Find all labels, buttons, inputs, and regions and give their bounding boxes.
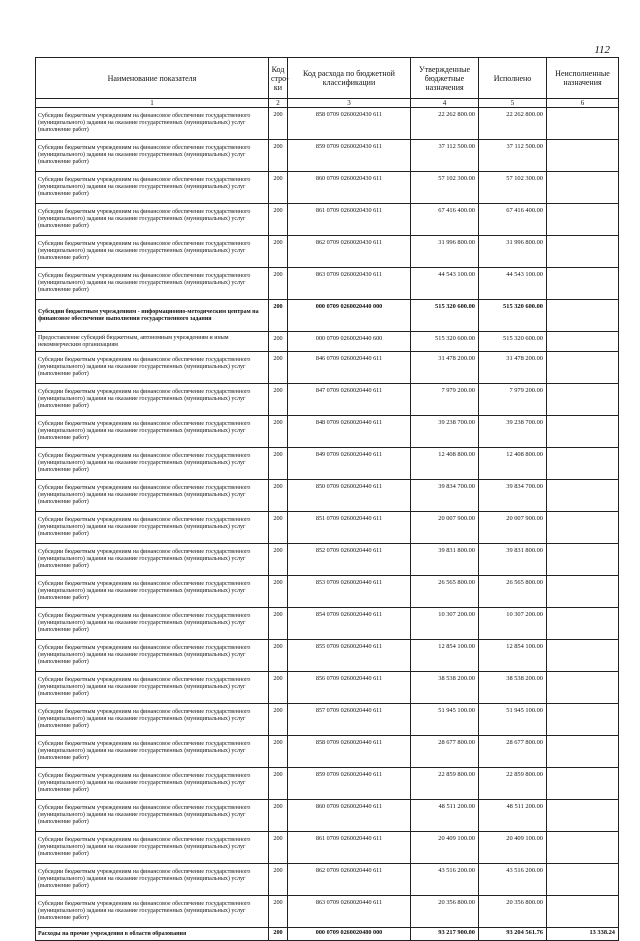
unexecuted-amount-cell [547,448,619,480]
line-code-cell: 200 [269,544,288,576]
indicator-name-cell: Субсидии бюджетным учреждениям на финансовое обеспечение государственного (муниципального) задания на оказание государственных (муниципальных) услуг (выполнение работ) [36,768,269,800]
budget-classification-cell: 854 0709 0260020440 611 [288,608,411,640]
executed-amount-cell: 39 238 700.00 [479,416,547,448]
executed-amount-cell: 57 102 300.00 [479,172,547,204]
table-row [36,608,619,640]
unexecuted-amount-cell [547,416,619,448]
unexecuted-amount-cell [547,768,619,800]
budget-classification-cell: 855 0709 0260020440 611 [288,640,411,672]
executed-amount-cell: 31 478 200.00 [479,352,547,384]
unexecuted-amount-cell [547,896,619,928]
unexecuted-amount-cell [547,736,619,768]
column-number: 5 [479,99,547,108]
unexecuted-amount-cell [547,300,619,332]
table-row [36,800,619,832]
line-code-cell: 200 [269,704,288,736]
budget-classification-cell: 861 0709 0260020430 611 [288,204,411,236]
executed-amount-cell: 28 677 800.00 [479,736,547,768]
executed-amount-cell: 67 416 400.00 [479,204,547,236]
executed-amount-cell: 31 996 800.00 [479,236,547,268]
executed-amount-cell: 43 516 200.00 [479,864,547,896]
indicator-name-cell: Предоставление субсидий бюджетным, автономным учреждениям и иным некоммерческим организациям [36,332,269,352]
line-code-cell: 200 [269,896,288,928]
executed-amount-cell: 26 565 800.00 [479,576,547,608]
unexecuted-amount-cell [547,480,619,512]
header-executed: Исполнено [479,58,547,99]
indicator-name-cell: Субсидии бюджетным учреждениям на финансовое обеспечение государственного (муниципального) задания на оказание государственных (муниципальных) услуг (выполнение работ) [36,800,269,832]
approved-amount-cell: 43 516 200.00 [411,864,479,896]
budget-classification-cell: 853 0709 0260020440 611 [288,576,411,608]
line-code-cell: 200 [269,928,288,941]
header-unexecuted: Неисполненные назначения [547,58,619,99]
line-code-cell: 200 [269,640,288,672]
table-row [36,832,619,864]
indicator-name-cell: Субсидии бюджетным учреждениям на финансовое обеспечение государственного (муниципального) задания на оказание государственных (муниципальных) услуг (выполнение работ) [36,672,269,704]
indicator-name-cell: Субсидии бюджетным учреждениям - информационно-методическим центрам на финансовое обеспечение выполнения государственного задания [36,300,269,332]
budget-classification-cell: 000 0709 0260020480 000 [288,928,411,941]
executed-amount-cell: 20 356 800.00 [479,896,547,928]
executed-amount-cell: 38 538 200.00 [479,672,547,704]
unexecuted-amount-cell [547,672,619,704]
line-code-cell: 200 [269,300,288,332]
approved-amount-cell: 39 238 700.00 [411,416,479,448]
table-row [36,768,619,800]
budget-classification-cell: 860 0709 0260020440 611 [288,800,411,832]
indicator-name-cell: Субсидии бюджетным учреждениям на финансовое обеспечение государственного (муниципального) задания на оказание государственных (муниципальных) услуг (выполнение работ) [36,416,269,448]
indicator-name-cell: Субсидии бюджетным учреждениям на финансовое обеспечение государственного (муниципального) задания на оказание государственных (муниципальных) услуг (выполнение работ) [36,512,269,544]
line-code-cell: 200 [269,416,288,448]
unexecuted-amount-cell [547,172,619,204]
indicator-name-cell: Субсидии бюджетным учреждениям на финансовое обеспечение государственного (муниципального) задания на оказание государственных (муниципальных) услуг (выполнение работ) [36,448,269,480]
table-row [36,640,619,672]
budget-classification-cell: 851 0709 0260020440 611 [288,512,411,544]
table-row [36,140,619,172]
header-approved: Утвержденные бюджетные назначения [411,58,479,99]
indicator-name-cell: Субсидии бюджетным учреждениям на финансовое обеспечение государственного (муниципального) задания на оказание государственных (муниципальных) услуг (выполнение работ) [36,172,269,204]
approved-amount-cell: 57 102 300.00 [411,172,479,204]
table-row [36,416,619,448]
approved-amount-cell: 22 859 800.00 [411,768,479,800]
line-code-cell: 200 [269,236,288,268]
executed-amount-cell: 93 204 561.76 [479,928,547,941]
indicator-name-cell: Субсидии бюджетным учреждениям на финансовое обеспечение государственного (муниципального) задания на оказание государственных (муниципальных) услуг (выполнение работ) [36,352,269,384]
approved-amount-cell: 39 831 800.00 [411,544,479,576]
unexecuted-amount-cell [547,512,619,544]
unexecuted-amount-cell [547,800,619,832]
executed-amount-cell: 515 320 600.00 [479,300,547,332]
budget-classification-cell: 856 0709 0260020440 611 [288,672,411,704]
column-number-row [36,99,619,108]
indicator-name-cell: Субсидии бюджетным учреждениям на финансовое обеспечение государственного (муниципального) задания на оказание государственных (муниципальных) услуг (выполнение работ) [36,268,269,300]
line-code-cell: 200 [269,352,288,384]
budget-classification-cell: 852 0709 0260020440 611 [288,544,411,576]
approved-amount-cell: 20 409 100.00 [411,832,479,864]
column-number: 1 [36,99,269,108]
unexecuted-amount-cell [547,704,619,736]
approved-amount-cell: 26 565 800.00 [411,576,479,608]
approved-amount-cell: 515 320 600.00 [411,300,479,332]
unexecuted-amount-cell [547,832,619,864]
approved-amount-cell: 93 217 900.00 [411,928,479,941]
executed-amount-cell: 10 307 200.00 [479,608,547,640]
executed-amount-cell: 39 834 700.00 [479,480,547,512]
line-code-cell: 200 [269,448,288,480]
indicator-name-cell: Субсидии бюджетным учреждениям на финансовое обеспечение государственного (муниципального) задания на оказание государственных (муниципальных) услуг (выполнение работ) [36,736,269,768]
budget-classification-cell: 863 0709 0260020430 611 [288,268,411,300]
indicator-name-cell: Субсидии бюджетным учреждениям на финансовое обеспечение государственного (муниципального) задания на оказание государственных (муниципальных) услуг (выполнение работ) [36,236,269,268]
approved-amount-cell: 48 511 200.00 [411,800,479,832]
budget-classification-cell: 859 0709 0260020440 611 [288,768,411,800]
budget-classification-cell: 849 0709 0260020440 611 [288,448,411,480]
line-code-cell: 200 [269,268,288,300]
line-code-cell: 200 [269,140,288,172]
indicator-name-cell: Субсидии бюджетным учреждениям на финансовое обеспечение государственного (муниципального) задания на оказание государственных (муниципальных) услуг (выполнение работ) [36,640,269,672]
approved-amount-cell: 515 320 600.00 [411,332,479,352]
budget-classification-cell: 863 0709 0260020440 611 [288,896,411,928]
unexecuted-amount-cell [547,384,619,416]
table-row [36,704,619,736]
table-row [36,480,619,512]
unexecuted-amount-cell [547,204,619,236]
budget-classification-cell: 846 0709 0260020440 611 [288,352,411,384]
budget-classification-cell: 862 0709 0260020430 611 [288,236,411,268]
table-row [36,448,619,480]
unexecuted-amount-cell [547,352,619,384]
approved-amount-cell: 22 262 800.00 [411,108,479,140]
indicator-name-cell: Субсидии бюджетным учреждениям на финансовое обеспечение государственного (муниципального) задания на оказание государственных (муниципальных) услуг (выполнение работ) [36,704,269,736]
line-code-cell: 200 [269,108,288,140]
line-code-cell: 200 [269,736,288,768]
table-row [36,172,619,204]
indicator-name-cell: Расходы на прочие учреждения в области образования [36,928,269,941]
unexecuted-amount-cell [547,576,619,608]
line-code-cell: 200 [269,864,288,896]
unexecuted-amount-cell [547,236,619,268]
budget-classification-cell: 000 0709 0260020440 600 [288,332,411,352]
unexecuted-amount-cell [547,544,619,576]
table-row [36,736,619,768]
table-row [36,332,619,352]
budget-execution-table [35,57,619,941]
budget-classification-cell: 847 0709 0260020440 611 [288,384,411,416]
budget-classification-cell: 857 0709 0260020440 611 [288,704,411,736]
unexecuted-amount-cell [547,608,619,640]
unexecuted-amount-cell [547,332,619,352]
line-code-cell: 200 [269,768,288,800]
table-row [36,268,619,300]
budget-classification-cell: 861 0709 0260020440 611 [288,832,411,864]
unexecuted-amount-cell [547,108,619,140]
executed-amount-cell: 20 007 900.00 [479,512,547,544]
approved-amount-cell: 20 007 900.00 [411,512,479,544]
table-row [36,544,619,576]
unexecuted-amount-cell [547,268,619,300]
indicator-name-cell: Субсидии бюджетным учреждениям на финансовое обеспечение государственного (муниципального) задания на оказание государственных (муниципальных) услуг (выполнение работ) [36,544,269,576]
table-row [36,204,619,236]
table-row [36,896,619,928]
approved-amount-cell: 44 543 100.00 [411,268,479,300]
approved-amount-cell: 37 112 500.00 [411,140,479,172]
indicator-name-cell: Субсидии бюджетным учреждениям на финансовое обеспечение государственного (муниципального) задания на оказание государственных (муниципальных) услуг (выполнение работ) [36,896,269,928]
budget-classification-cell: 862 0709 0260020440 611 [288,864,411,896]
line-code-cell: 200 [269,512,288,544]
line-code-cell: 200 [269,480,288,512]
budget-classification-cell: 850 0709 0260020440 611 [288,480,411,512]
header-code: Код стро- ки [269,58,288,99]
line-code-cell: 200 [269,172,288,204]
budget-classification-cell: 848 0709 0260020440 611 [288,416,411,448]
table-row [36,512,619,544]
table-header-row [36,58,619,99]
budget-classification-cell: 858 0709 0260020440 611 [288,736,411,768]
executed-amount-cell: 48 511 200.00 [479,800,547,832]
table-row [36,576,619,608]
table-row [36,236,619,268]
line-code-cell: 200 [269,672,288,704]
approved-amount-cell: 31 996 800.00 [411,236,479,268]
budget-classification-cell: 000 0709 0260020440 000 [288,300,411,332]
approved-amount-cell: 10 307 200.00 [411,608,479,640]
column-number: 6 [547,99,619,108]
table-row [36,300,619,332]
approved-amount-cell: 31 478 200.00 [411,352,479,384]
executed-amount-cell: 37 112 500.00 [479,140,547,172]
indicator-name-cell: Субсидии бюджетным учреждениям на финансовое обеспечение государственного (муниципального) задания на оказание государственных (муниципальных) услуг (выполнение работ) [36,384,269,416]
approved-amount-cell: 67 416 400.00 [411,204,479,236]
indicator-name-cell: Субсидии бюджетным учреждениям на финансовое обеспечение государственного (муниципального) задания на оказание государственных (муниципальных) услуг (выполнение работ) [36,204,269,236]
executed-amount-cell: 20 409 100.00 [479,832,547,864]
table-row [36,384,619,416]
unexecuted-amount-cell [547,864,619,896]
approved-amount-cell: 51 945 100.00 [411,704,479,736]
table-row [36,352,619,384]
budget-classification-cell: 859 0709 0260020430 611 [288,140,411,172]
indicator-name-cell: Субсидии бюджетным учреждениям на финансовое обеспечение государственного (муниципального) задания на оказание государственных (муниципальных) услуг (выполнение работ) [36,140,269,172]
indicator-name-cell: Субсидии бюджетным учреждениям на финансовое обеспечение государственного (муниципального) задания на оказание государственных (муниципальных) услуг (выполнение работ) [36,108,269,140]
executed-amount-cell: 51 945 100.00 [479,704,547,736]
table-row [36,928,619,941]
line-code-cell: 200 [269,576,288,608]
line-code-cell: 200 [269,832,288,864]
executed-amount-cell: 7 979 200.00 [479,384,547,416]
unexecuted-amount-cell: 13 338.24 [547,928,619,941]
column-number: 2 [269,99,288,108]
header-name: Наименование показателя [36,58,269,99]
approved-amount-cell: 28 677 800.00 [411,736,479,768]
indicator-name-cell: Субсидии бюджетным учреждениям на финансовое обеспечение государственного (муниципального) задания на оказание государственных (муниципальных) услуг (выполнение работ) [36,864,269,896]
approved-amount-cell: 12 408 800.00 [411,448,479,480]
unexecuted-amount-cell [547,140,619,172]
line-code-cell: 200 [269,384,288,416]
page-number: 112 [594,44,610,56]
executed-amount-cell: 44 543 100.00 [479,268,547,300]
approved-amount-cell: 7 979 200.00 [411,384,479,416]
table-row [36,108,619,140]
indicator-name-cell: Субсидии бюджетным учреждениям на финансовое обеспечение государственного (муниципального) задания на оказание государственных (муниципальных) услуг (выполнение работ) [36,576,269,608]
executed-amount-cell: 12 854 100.00 [479,640,547,672]
budget-classification-cell: 858 0709 0260020430 611 [288,108,411,140]
executed-amount-cell: 12 408 800.00 [479,448,547,480]
line-code-cell: 200 [269,332,288,352]
approved-amount-cell: 39 834 700.00 [411,480,479,512]
executed-amount-cell: 22 262 800.00 [479,108,547,140]
indicator-name-cell: Субсидии бюджетным учреждениям на финансовое обеспечение государственного (муниципального) задания на оказание государственных (муниципальных) услуг (выполнение работ) [36,832,269,864]
table-row [36,864,619,896]
column-number: 3 [288,99,411,108]
approved-amount-cell: 20 356 800.00 [411,896,479,928]
line-code-cell: 200 [269,204,288,236]
line-code-cell: 200 [269,800,288,832]
column-number: 4 [411,99,479,108]
approved-amount-cell: 12 854 100.00 [411,640,479,672]
budget-classification-cell: 860 0709 0260020430 611 [288,172,411,204]
indicator-name-cell: Субсидии бюджетным учреждениям на финансовое обеспечение государственного (муниципального) задания на оказание государственных (муниципальных) услуг (выполнение работ) [36,608,269,640]
executed-amount-cell: 515 320 600.00 [479,332,547,352]
approved-amount-cell: 38 538 200.00 [411,672,479,704]
indicator-name-cell: Субсидии бюджетным учреждениям на финансовое обеспечение государственного (муниципального) задания на оказание государственных (муниципальных) услуг (выполнение работ) [36,480,269,512]
table-row [36,672,619,704]
executed-amount-cell: 39 831 800.00 [479,544,547,576]
header-classification: Код расхода по бюджетной классификации [288,58,411,99]
unexecuted-amount-cell [547,640,619,672]
executed-amount-cell: 22 859 800.00 [479,768,547,800]
line-code-cell: 200 [269,608,288,640]
